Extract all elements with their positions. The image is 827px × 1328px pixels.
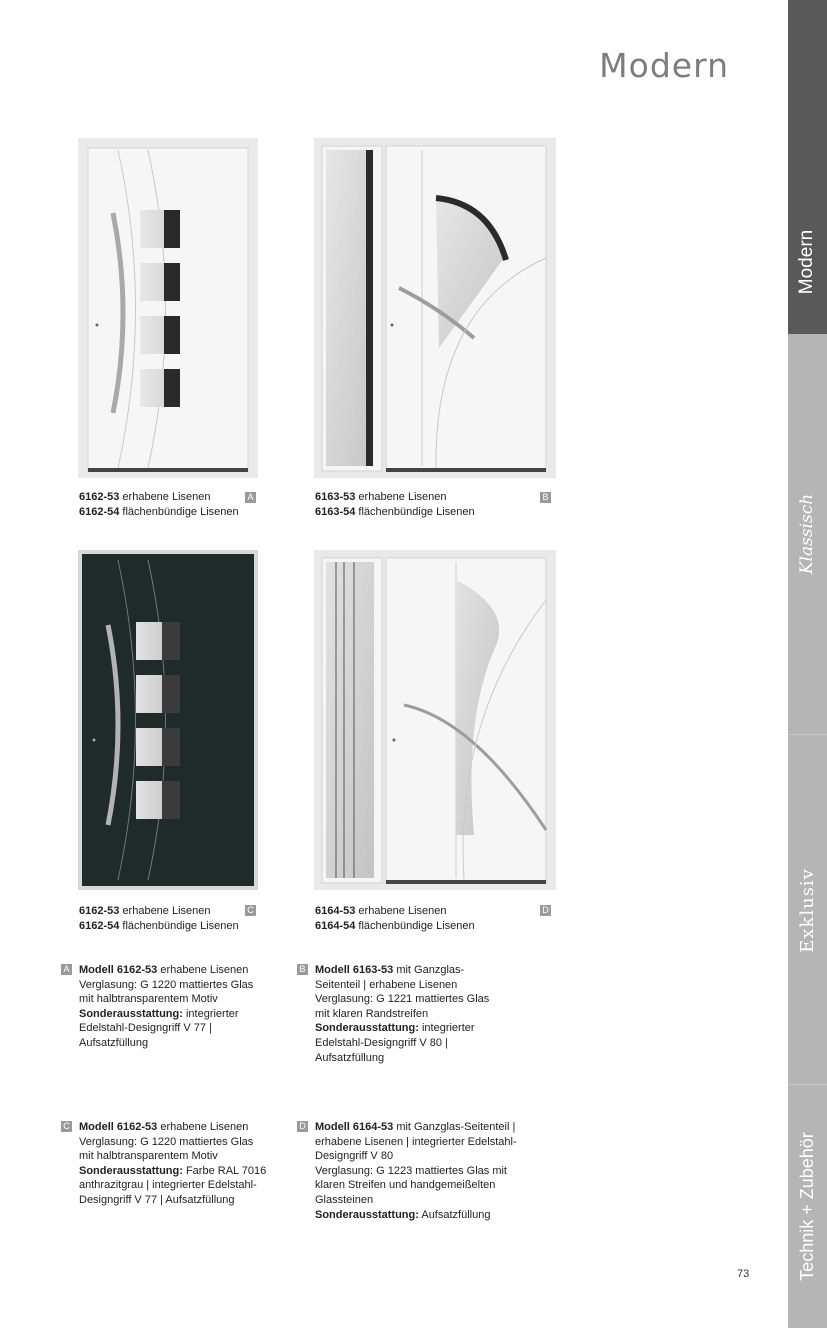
caption-door-a (79, 490, 239, 520)
door-image-b (314, 138, 556, 478)
badge-a: A (245, 492, 256, 503)
desc-model-text: erhabene Lisenen (157, 964, 249, 976)
desc-model-text: mit Ganzglas- (393, 964, 465, 976)
caption-model: 6163-54 (315, 506, 356, 518)
caption-text: flächenbündige Lisenen (355, 506, 475, 518)
desc-extra-text: Aufsatzfüllung (418, 1208, 491, 1221)
caption-text: erhabene Lisenen (119, 491, 211, 503)
tab-technik-zubehoer[interactable] (788, 1084, 827, 1328)
tab-klassisch-label: Klassisch (797, 493, 818, 575)
desc-line: anthrazitgrau | integrierter Edelstahl- (79, 1179, 257, 1192)
tab-technik-label: Technik + Zubehör (797, 1132, 817, 1281)
description-b (299, 963, 490, 1065)
desc-model: Modell 6162-53 (79, 964, 158, 976)
desc-line: Seitenteil | erhabene Lisenen (315, 978, 458, 991)
caption-text: erhabene Lisenen (355, 905, 447, 917)
desc-line: Verglasung: G 1221 mattiertes Glas (315, 993, 490, 1006)
caption-model: 6162-53 (79, 905, 120, 917)
caption-door-b (315, 490, 475, 520)
caption-model: 6162-54 (79, 920, 120, 932)
description-a (63, 963, 254, 1051)
desc-model-text: erhabene Lisenen (157, 1121, 249, 1133)
caption-model: 6163-53 (315, 491, 356, 503)
desc-badge-a: A (61, 964, 72, 975)
caption-model: 6162-53 (79, 491, 120, 503)
description-d (299, 1120, 517, 1222)
desc-line: klaren Streifen und handgemeißelten (315, 1179, 496, 1192)
desc-model-text: mit Ganzglas-Seitenteil | (393, 1121, 516, 1133)
page-number: 73 (737, 1268, 750, 1280)
tab-exklusiv-label: Exklusiv (797, 867, 818, 953)
caption-text: flächenbündige Lisenen (119, 506, 239, 518)
desc-line: Designgriff V 80 (315, 1150, 394, 1163)
caption-door-d (315, 904, 475, 934)
desc-line: erhabene Lisenen | integrierter Edelstahl- (315, 1135, 517, 1148)
desc-extra-label: Sonderausstattung: (79, 1007, 183, 1020)
badge-d: D (540, 905, 551, 916)
badge-b: B (540, 492, 551, 503)
tab-modern-label: Modern (796, 229, 818, 295)
desc-line: Glassteinen (315, 1193, 374, 1206)
desc-badge-c: C (61, 1121, 72, 1132)
desc-line: Aufsatzfüllung (315, 1051, 385, 1064)
desc-line: Edelstahl-Designgriff V 77 | (79, 1022, 212, 1035)
door-image-c (78, 550, 258, 890)
desc-model: Modell 6163-53 (315, 964, 394, 976)
door-image-a (78, 138, 258, 478)
door-image-d (314, 550, 556, 890)
desc-line: Designgriff V 77 | Aufsatzfüllung (79, 1193, 235, 1206)
desc-line: Edelstahl-Designgriff V 80 | (315, 1036, 448, 1049)
desc-line: mit halbtransparentem Motiv (79, 993, 218, 1006)
sidebar-nav (788, 0, 827, 1327)
caption-model: 6164-53 (315, 905, 356, 917)
tab-exklusiv[interactable] (788, 734, 827, 1085)
caption-text: erhabene Lisenen (355, 491, 447, 503)
caption-text: flächenbündige Lisenen (119, 920, 239, 932)
caption-model: 6164-54 (315, 920, 356, 932)
caption-model: 6162-54 (79, 506, 120, 518)
desc-line: Verglasung: G 1220 mattiertes Glas (79, 978, 254, 991)
desc-badge-b: B (297, 964, 308, 975)
desc-line: Verglasung: G 1220 mattiertes Glas (79, 1135, 254, 1148)
description-c (63, 1120, 267, 1208)
desc-line: Verglasung: G 1223 mattiertes Glas mit (315, 1164, 507, 1177)
desc-badge-d: D (297, 1121, 308, 1132)
tab-klassisch[interactable] (788, 334, 827, 734)
tab-modern[interactable] (788, 0, 827, 334)
desc-extra-text: integrierter (182, 1007, 239, 1020)
desc-extra-text: integrierter (418, 1022, 475, 1035)
desc-model: Modell 6162-53 (79, 1121, 158, 1133)
desc-model: Modell 6164-53 (315, 1121, 394, 1133)
caption-door-c (79, 904, 239, 934)
desc-line: Aufsatzfüllung (79, 1036, 149, 1049)
desc-extra-label: Sonderausstattung: (315, 1208, 419, 1221)
page-title: Modern (599, 46, 729, 85)
desc-line: mit halbtransparentem Motiv (79, 1150, 218, 1163)
desc-extra-label: Sonderausstattung: (315, 1022, 419, 1035)
desc-extra-text: Farbe RAL 7016 (182, 1164, 267, 1177)
desc-line: mit klaren Randstreifen (315, 1007, 429, 1020)
badge-c: C (245, 905, 256, 916)
caption-text: erhabene Lisenen (119, 905, 211, 917)
caption-text: flächenbündige Lisenen (355, 920, 475, 932)
desc-extra-label: Sonderausstattung: (79, 1164, 183, 1177)
